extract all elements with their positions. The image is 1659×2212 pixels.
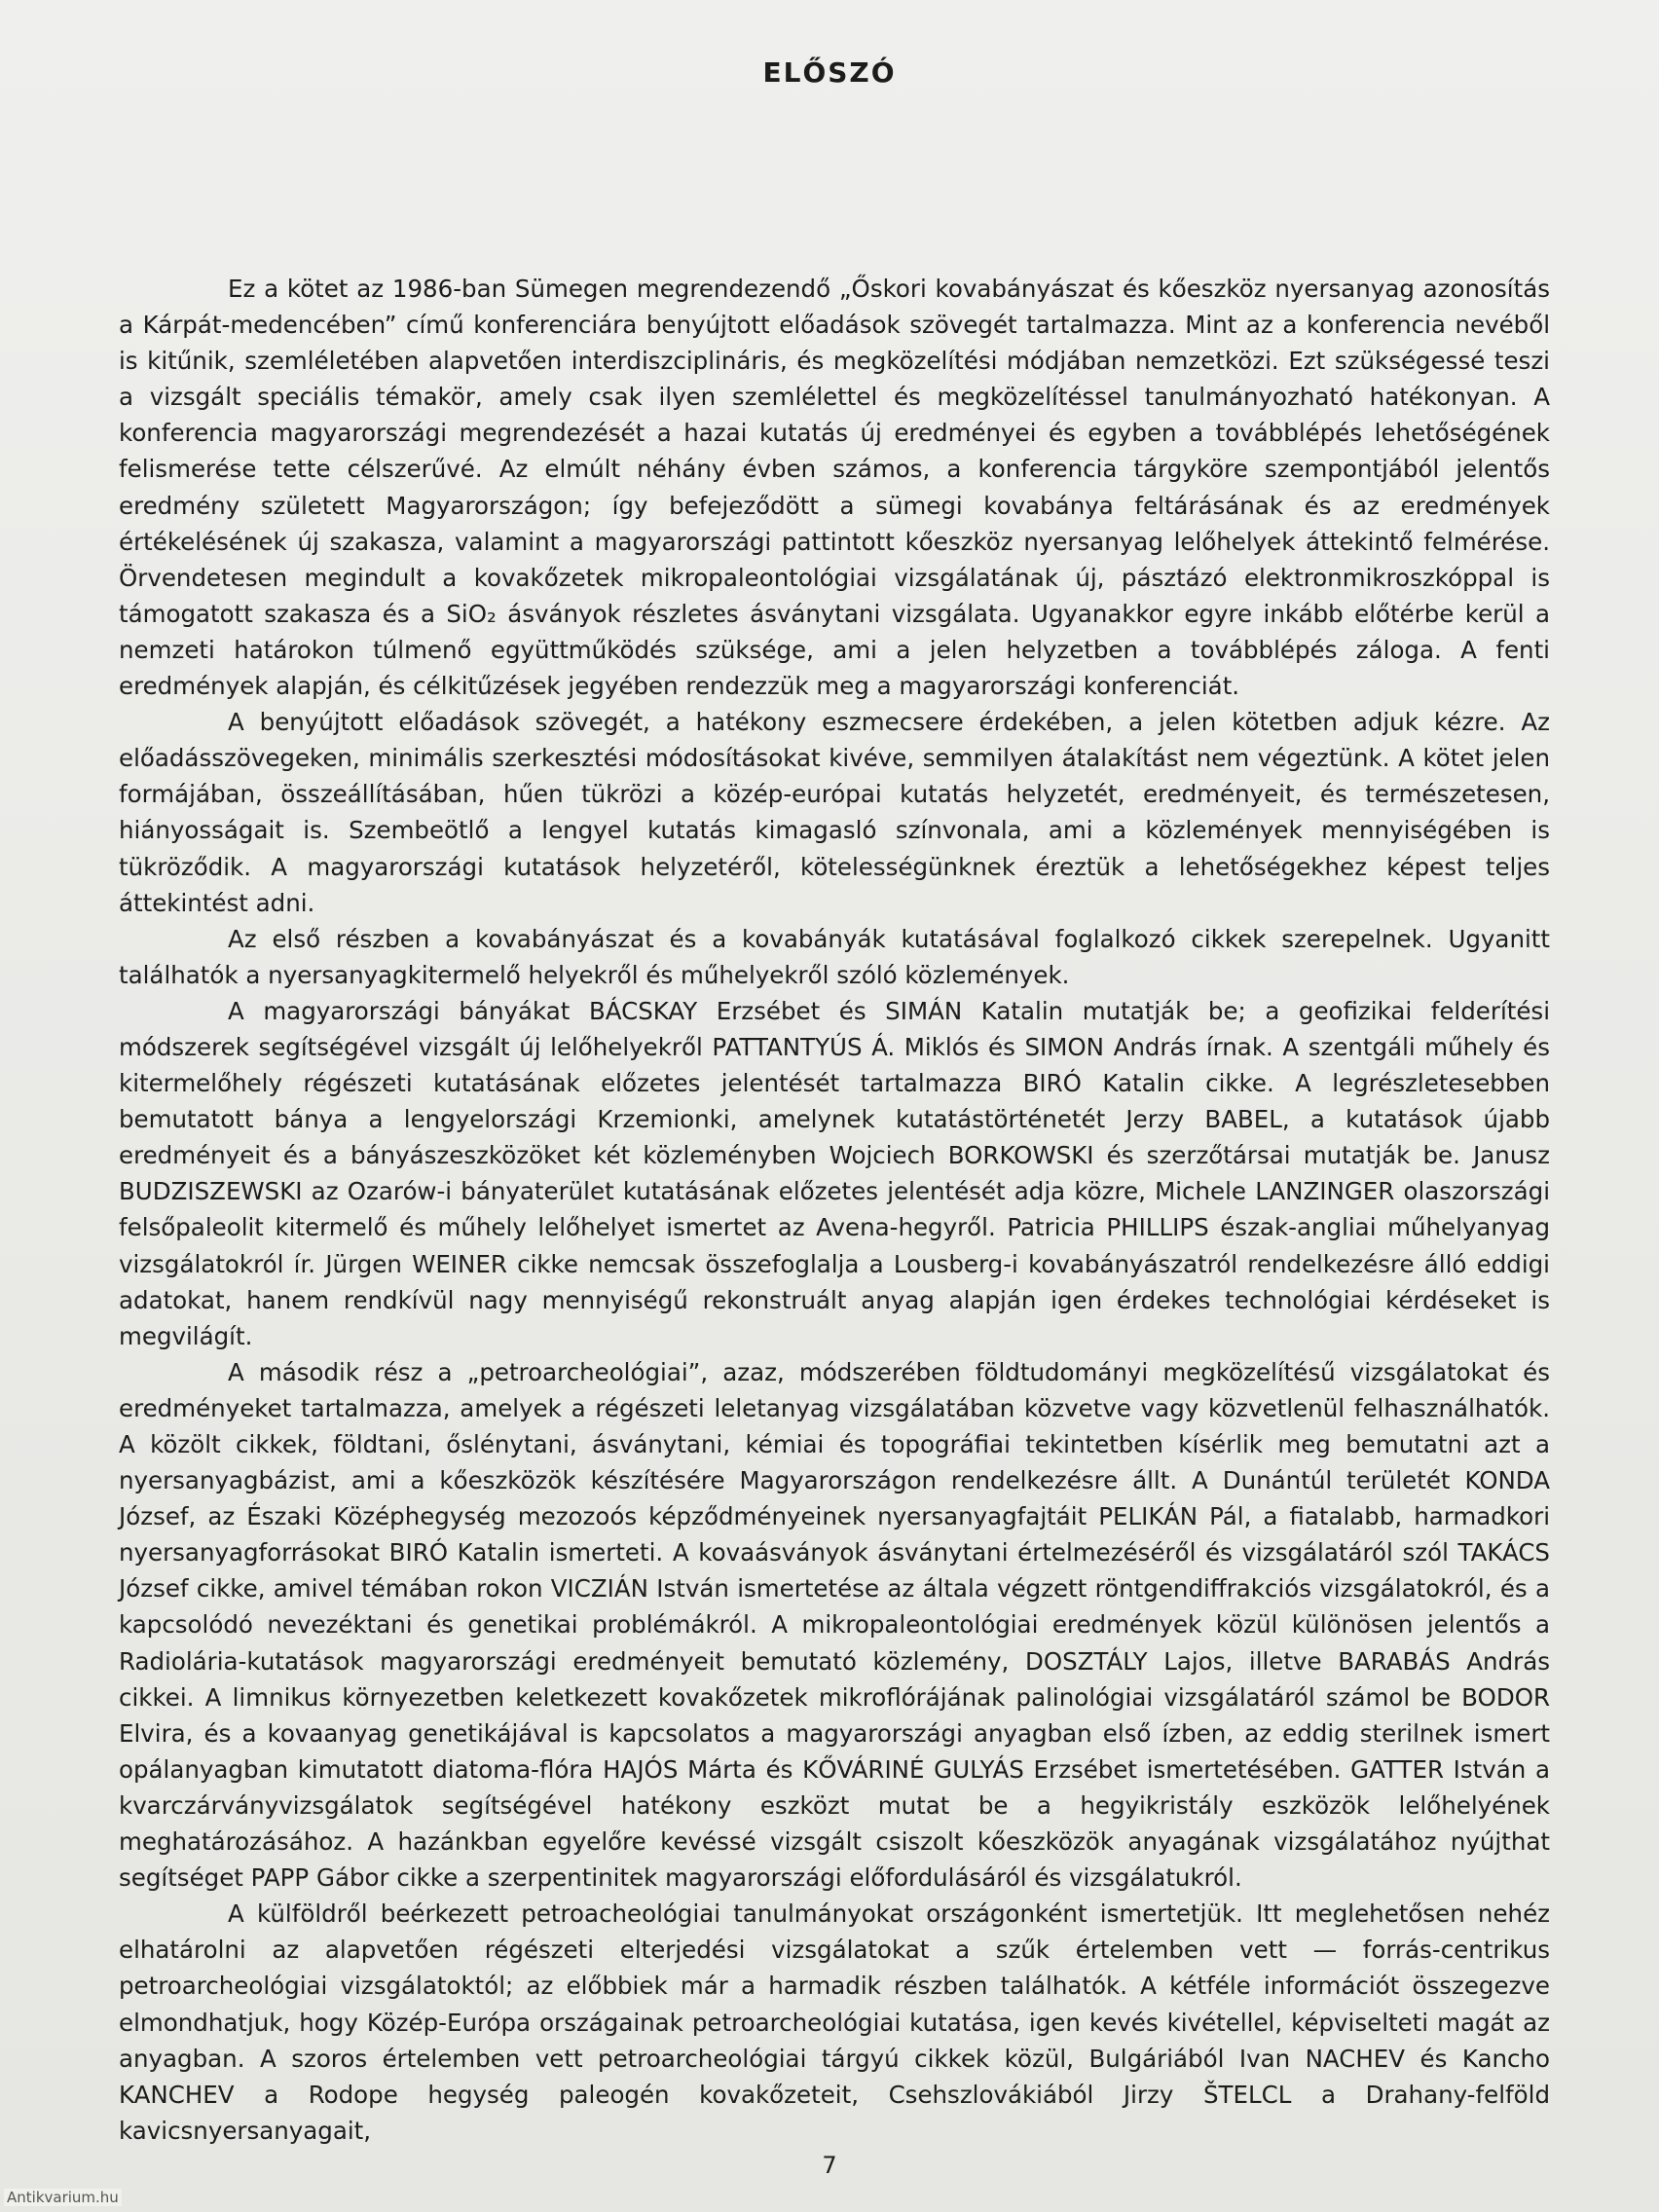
paragraph-2: A benyújtott előadások szövegét, a hatékony eszmecsere érdekében, a jelen kötetben adjuk kézre. Az előadásszövegeken, minimális szerkesztési módosításokat kivéve, semmilyen átalakítást nem végeztünk. A kötet jelen formájában, összeállításában, hűen tükrözi a közép-európai kutatás helyzetét, eredményeit, és természetesen, hiányosságait is. Szembeötlő a lengyel kutatás kimagasló színvonala, ami a közlemények mennyiségében is tükröződik. A magyarországi kutatások helyzetéről, kötelességünknek éreztük a lehetőségekhez képest teljes áttekintést adni. <box>119 708 1550 917</box>
body-text <box>119 271 1550 2149</box>
watermark: Antikvarium.hu <box>4 2189 122 2206</box>
paragraph-4: A magyarországi bányákat BÁCSKAY Erzsébet és SIMÁN Katalin mutatják be; a geofizikai felderítési módszerek segítségével vizsgált új lelőhelyekről PATTANTYÚS Á. Miklós és SIMON András írnak. A szentgáli műhely és kitermelőhely régészeti kutatásának előzetes jelentését tartalmazza BIRÓ Katalin cikke. A legrészletesebben bemutatott bánya a lengyelországi Krzemionki, amelynek kutatástörténetét Jerzy BABEL, a kutatások újabb eredményeit és a bányászeszközöket két közleményben Wojciech BORKOWSKI és szerzőtársai mutatják be. Janusz BUDZISZEWSKI az Ozarów-i bányaterület kutatásának előzetes jelentését adja közre, Michele LANZINGER olaszországi felsőpaleolit kitermelő és műhely lelőhelyet ismertet az Avena-hegyről. Patricia PHILLIPS észak-angliai műhelyanyag vizsgálatokról ír. Jürgen WEINER cikke nemcsak összefoglalja a Lousberg-i kovabányászatról rendelkezésre álló eddigi adatokat, hanem rendkívül nagy mennyiségű rekonstruált anyag alapján igen érdekes technológiai kérdéseket is megvilágít. <box>119 996 1550 1350</box>
page-number: 7 <box>822 2152 837 2179</box>
paragraph-3: Az első részben a kovabányászat és a kovabányák kutatásával foglalkozó cikkek szerepelnek. Ugyanitt találhatók a nyersanyagkitermelő helyekről és műhelyekről szóló közlemények. <box>119 924 1550 989</box>
page-title: ELŐSZÓ <box>762 56 897 89</box>
paragraph-5: A második rész a „petroarcheológiai”, azaz, módszerében földtudományi megközelítésű vizsgálatokat és eredményeket tartalmazza, amelyek a régészeti leletanyag vizsgálatában közvetve vagy közvetlenül felhasználhatók. A közölt cikkek, földtani, őslénytani, ásványtani, kémiai és topográfiai tekintetben kísérlik meg bemutatni azt a nyersanyagbázist, ami a kőeszközök készítésére Magyarországon rendelkezésre állt. A Dunántúl területét KONDA József, az Északi Középhegység mezozoós képződményeinek nyersanyagfajtáit PELIKÁN Pál, a fiatalabb, harmadkori nyersanyagforrásokat BIRÓ Katalin ismerteti. A kovaásványok ásványtani értelmezéséről és vizsgálatáról szól TAKÁCS József cikke, amivel témában rokon VICZIÁN István ismertetése az általa végzett röntgendiffrakciós vizsgálatokról, és a kapcsolódó nevezéktani és genetikai problémákról. A mikropaleontológiai eredmények közül különösen jelentős a Radiolária-kutatások magyarországi eredményeit bemutató közlemény, DOSZTÁLY Lajos, illetve BARABÁS András cikkei. A limnikus környezetben keletkezett kovakőzetek mikroflórájának palinológiai vizsgálatáról számol be BODOR Elvira, és a kovaanyag genetikájával is kapcsolatos a magyarországi anyagban első ízben, az eddig sterilnek ismert opálanyagban kimutatott diatoma-flóra HAJÓS Márta és KŐVÁRINÉ GULYÁS Erzsébet ismertetésében. GATTER István a kvarczárványvizsgálatok segítségével hatékony eszközt mutat be a hegyikristály eszközök lelőhelyének meghatározásához. A hazánkban egyelőre kevéssé vizsgált csiszolt kőeszközök anyagának vizsgálatához nyújthat segítséget PAPP Gábor cikke a szerpentinitek magyarországi előfordulásáról és vizsgálatukról. <box>119 1357 1550 1893</box>
paragraph-6: A külföldről beérkezett petroacheológiai tanulmányokat országonként ismertetjük. Itt meglehetősen nehéz elhatárolni az alapvetően régészeti elterjedési vizsgálatokat a szűk értelemben vett — forrás-centrikus petroarcheológiai vizsgálatoktól; az előbbiek már a harmadik részben találhatók. A kétféle információt összegezve elmondhatjuk, hogy Közép-Európa országainak petroarcheológiai kutatása, igen kevés kivétellel, képviselteti magát az anyagban. A szoros értelemben vett petroarcheológiai tárgyú cikkek közül, Bulgáriából Ivan NACHEV és Kancho KANCHEV a Rodope hegység paleogén kovakőzeteit, Csehszlovákiából Jirzy ŠTELCL a Drahany-felföld kavicsnyersanyagait, <box>119 1899 1550 2145</box>
paragraph-1: Ez a kötet az 1986-ban Sümegen megrendezendő „Őskori kovabányászat és kőeszköz nyersanyag azonosítás a Kárpát-medencében” című konferenciára benyújtott előadások szövegét tartalmazza. Mint az a konferencia nevéből is kitűnik, szemléletében alapvetően interdiszciplináris, és megközelítési módjában nemzetközi. Ezt szükségessé teszi a vizsgált speciális témakör, amely csak ilyen szemlélettel és megközelítéssel tanulmányozható hatékonyan. A konferencia magyarországi megrendezését a hazai kutatás új eredményei és egyben a továbblépés lehetőségének felismerése tette célszerűvé. Az elmúlt néhány évben számos, a konferencia tárgyköre szempontjából jelentős eredmény született Magyarországon; így befejeződött a sümegi kovabánya feltárásának és az eredmények értékelésének új szakasza, valamint a magyarországi pattintott kőeszköz nyersanyag lelőhelyek áttekintő felmérése. Örvendetesen megindult a kovakőzetek mikropaleontológiai vizsgálatának új, pásztázó elektronmikroszkóppal is támogatott szakasza és a SiO₂ ásványok részletes ásványtani vizsgálata. Ugyanakkor egyre inkább előtérbe kerül a nemzeti határokon túlmenő együttműködés szüksége, ami a jelen helyzetben a továbblépés záloga. A fenti eredmények alapján, és célkitűzések jegyében rendezzük meg a magyarországi konferenciát. <box>119 275 1550 701</box>
